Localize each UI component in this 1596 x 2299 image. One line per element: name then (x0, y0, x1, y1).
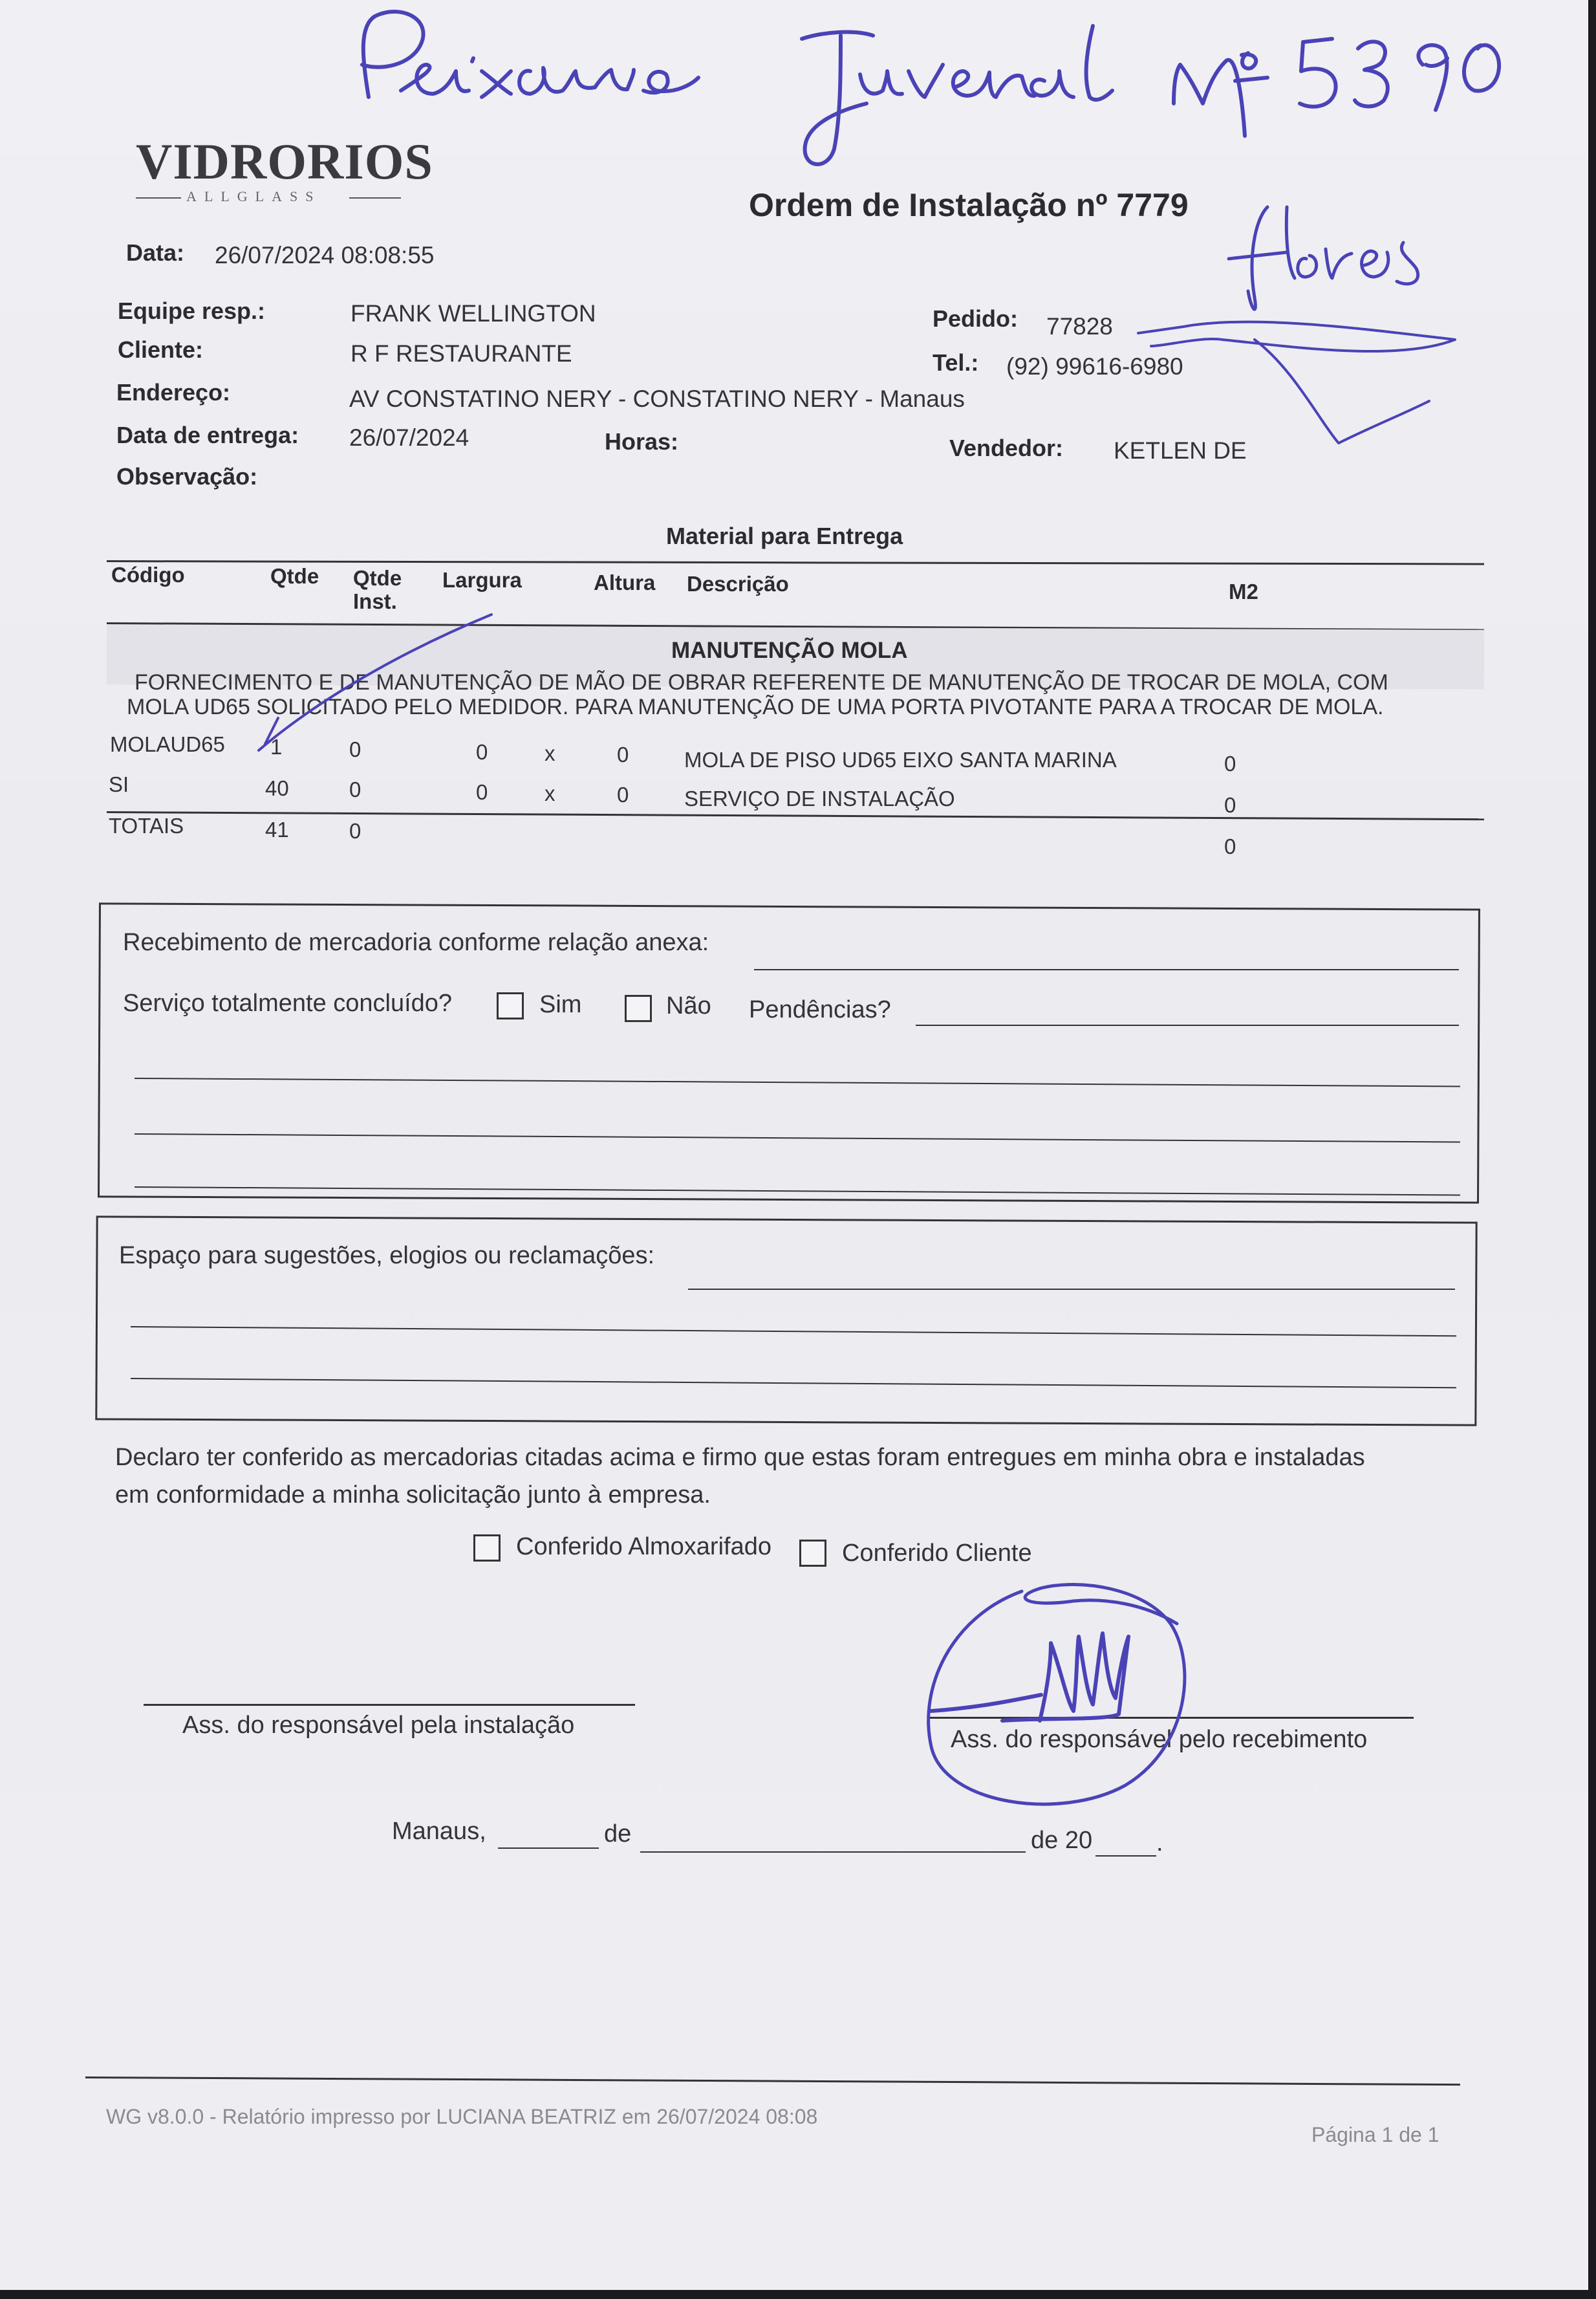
material-title: Material para Entrega (666, 523, 903, 549)
row2-codigo: SI (109, 772, 129, 796)
logo-tagline: ALLGLASS (186, 188, 321, 204)
footer-rule (85, 2076, 1460, 2086)
description-line-2: MOLA UD65 SOLICITADO PELO MEDIDOR. PARA MANUTENÇÃO DE UMA PORTA PIVOTANTE PARA A TROCAR DE MOLA. (127, 695, 1384, 719)
totals-m2: 0 (1224, 834, 1236, 858)
col-descricao: Descrição (687, 572, 789, 596)
pedido-value: 77828 (1046, 313, 1113, 340)
footer-page: Página 1 de 1 (1311, 2123, 1440, 2146)
handwritten-note (323, 0, 1552, 181)
pendencias-label: Pendências? (749, 996, 891, 1023)
date-month-line[interactable] (640, 1851, 1026, 1853)
row2-largura: 0 (476, 780, 488, 804)
declaration-line-2: em conformidade a minha solicitação junto à empresa. (115, 1481, 711, 1509)
receiver-signature-scribble (912, 1572, 1216, 1824)
conferido-cliente-label: Conferido Cliente (842, 1540, 1032, 1567)
tel-label: Tel.: (933, 349, 979, 376)
logo-tagline-row (136, 188, 407, 208)
tel-value: (92) 99616-6980 (1006, 353, 1183, 380)
company-logo (136, 133, 433, 208)
vendedor-value: KETLEN DE (1114, 437, 1247, 464)
totals-qtde-inst: 0 (349, 819, 361, 843)
recebimento-line[interactable] (754, 969, 1459, 970)
data-entrega-label: Data de entrega: (116, 422, 299, 448)
row2-qtde-inst: 0 (349, 778, 361, 801)
vendedor-label: Vendedor: (949, 435, 1064, 461)
conferido-almox-checkbox[interactable] (473, 1534, 501, 1562)
logo-wordmark: VIDRORIOS (136, 133, 433, 190)
nao-checkbox[interactable] (625, 995, 652, 1022)
row2-x: x (545, 781, 555, 805)
col-m2: M2 (1229, 580, 1258, 604)
installer-signature-line[interactable] (144, 1704, 635, 1706)
conferido-cliente-checkbox[interactable] (799, 1540, 826, 1567)
handwritten-side-note (1125, 181, 1487, 459)
logo-rule-left (136, 197, 181, 199)
date-year-line[interactable] (1095, 1855, 1156, 1857)
data-label: Data: (126, 239, 185, 266)
totals-rule (107, 811, 1484, 820)
section-title: MANUTENÇÃO MOLA (671, 638, 908, 663)
suggestions-line-1[interactable] (688, 1289, 1455, 1290)
pendencias-line[interactable] (916, 1025, 1459, 1026)
data-entrega-value: 26/07/2024 (349, 424, 469, 451)
row1-qtde: 1 (270, 735, 283, 759)
col-qtde: Qtde (270, 564, 319, 588)
row2-descricao: SERVIÇO DE INSTALAÇÃO (684, 787, 955, 811)
equipe-label: Equipe resp.: (118, 298, 266, 324)
row2-m2: 0 (1224, 793, 1236, 817)
date-end: . (1156, 1829, 1163, 1857)
sim-label: Sim (539, 991, 582, 1018)
row1-altura: 0 (617, 743, 629, 767)
handwriting-svg (323, 0, 1552, 181)
installer-signature-label: Ass. do responsável pela instalação (182, 1712, 575, 1739)
col-altura: Altura (594, 571, 656, 594)
equipe-value: FRANK WELLINGTON (350, 300, 596, 327)
pedido-label: Pedido: (933, 305, 1018, 332)
totals-qtde: 41 (265, 818, 289, 842)
nao-label: Não (666, 992, 711, 1019)
check-mark-stroke (252, 608, 498, 757)
endereco-label: Endereço: (116, 379, 231, 406)
date-city: Manaus, (392, 1818, 486, 1845)
date-de-1: de (604, 1820, 632, 1847)
receiver-signature-label: Ass. do responsável pelo recebimento (951, 1726, 1368, 1753)
side-note-svg (1125, 181, 1487, 459)
sim-checkbox[interactable] (497, 992, 524, 1019)
page-title: Ordem de Instalação nº 7779 (749, 187, 1189, 223)
date-day-line[interactable] (498, 1847, 599, 1849)
servico-label: Serviço totalmente concluído? (123, 990, 453, 1017)
col-codigo: Código (111, 563, 185, 587)
conferido-almox-label: Conferido Almoxarifado (516, 1533, 771, 1560)
recebimento-label: Recebimento de mercadoria conforme relação anexa: (123, 929, 709, 956)
logo-rule-right (349, 197, 401, 199)
row1-x: x (545, 741, 555, 765)
suggestions-label: Espaço para sugestões, elogios ou reclamações: (119, 1242, 655, 1269)
footer-printed: WG v8.0.0 - Relatório impresso por LUCIANA BEATRIZ em 26/07/2024 08:08 (106, 2105, 818, 2128)
cliente-value: R F RESTAURANTE (350, 340, 572, 367)
horas-label: Horas: (605, 428, 679, 455)
row2-altura: 0 (617, 783, 629, 807)
endereco-value: AV CONSTATINO NERY - CONSTATINO NERY - Manaus (349, 386, 965, 412)
observacao-label: Observação: (116, 463, 258, 490)
row2-qtde: 40 (265, 776, 289, 800)
declaration-line-1: Declaro ter conferido as mercadorias citadas acima e firmo que estas foram entregues em minha obra e instaladas (115, 1444, 1365, 1471)
row1-largura: 0 (476, 740, 488, 764)
col-qtde-inst: Qtde Inst. (353, 566, 402, 613)
description-line-1: FORNECIMENTO E DE MANUTENÇÃO DE MÃO DE OBRAR REFERENTE DE MANUTENÇÃO DE TROCAR DE MOLA, COM (135, 670, 1388, 695)
row1-descricao: MOLA DE PISO UD65 EIXO SANTA MARINA (684, 748, 1117, 772)
row1-qtde-inst: 0 (349, 737, 361, 761)
row1-codigo: MOLAUD65 (110, 732, 225, 756)
row1-m2: 0 (1224, 752, 1236, 776)
data-value: 26/07/2024 08:08:55 (215, 242, 435, 268)
totals-label: TOTAIS (109, 814, 184, 838)
cliente-label: Cliente: (118, 336, 204, 363)
date-de-2: de 20 (1031, 1827, 1093, 1854)
col-largura: Largura (442, 568, 522, 592)
